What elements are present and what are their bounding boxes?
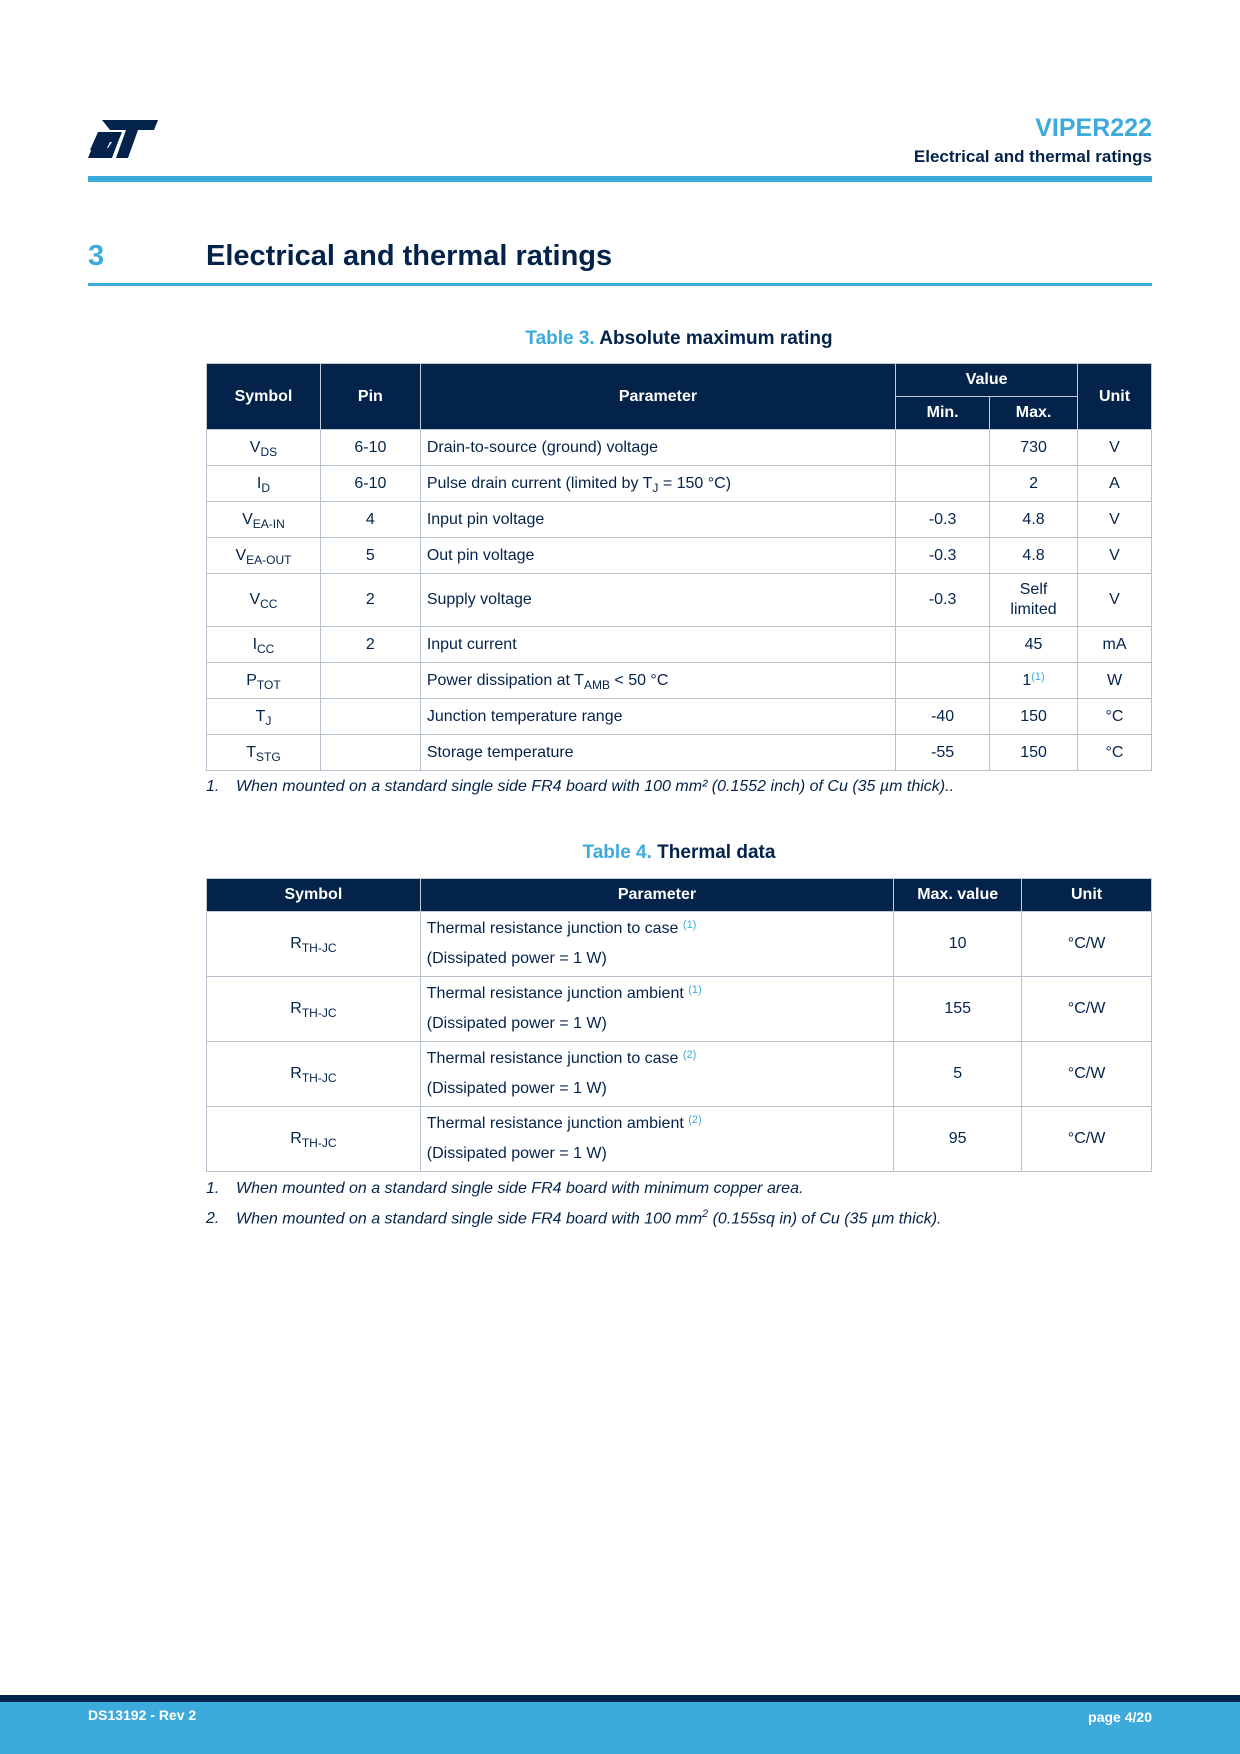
pin-cell: 2 [320,627,420,663]
parameter-cell: Power dissipation at $T_{AMB} < 50$ °C [420,663,895,699]
symbol-cell: $V_{EA-OUT}$ [207,538,321,574]
max-cell: 4.8 [990,502,1078,538]
symbol-cell: $R_{TH-JC}$ [207,977,421,1042]
unit-cell: °C/W [1022,1107,1152,1172]
max-cell: 4.8 [990,538,1078,574]
unit-cell: W [1078,663,1152,699]
col-header-unit: Unit [1078,364,1152,430]
col-header-parameter: Parameter [420,364,895,430]
footer-divider [0,1695,1240,1702]
max-cell: 45 [990,627,1078,663]
table-row [207,1042,1152,1107]
max-cell: 2 [990,466,1078,502]
symbol-cell: $R_{TH-JC}$ [207,1107,421,1172]
symbol-cell: $R_{TH-JC}$ [207,1042,421,1107]
footnote-ref: (1) [688,984,702,996]
table-row [207,466,1152,502]
unit-cell: V [1078,502,1152,538]
unit-cell: °C/W [1022,912,1152,977]
footnote-ref: (1) [1031,670,1045,683]
symbol-cell: $T_J$ [207,699,321,735]
footnote-ref: (1) [682,919,697,931]
table3-caption-label: Table 3. [525,328,595,349]
max-cell: 150 [990,735,1078,771]
section-divider [88,283,1152,286]
pin-cell: 5 [320,538,420,574]
table-row [207,574,1152,627]
max-cell: Self limited [990,574,1078,627]
parameter-cell: Storage temperature [420,735,895,771]
table4-footnote-1: 1. When mounted on a standard single side FR4 board with minimum copper area. [206,1180,804,1197]
absolute-maximum-rating-table [206,363,1152,771]
parameter-cell: Thermal resistance junction to case $^{(1)}$ (Dissipated power = 1 W) [420,912,893,977]
max-cell: 1$^{(1)}$ [990,663,1078,699]
table-row [207,735,1152,771]
header-section-name: Electrical and thermal ratings [913,147,1152,166]
col-header-unit: Unit [1022,879,1152,912]
table-row [207,1107,1152,1172]
min-cell [896,627,990,663]
table3-footnote: 1. When mounted on a standard single side FR4 board with 100 mm² (0.1552 inch) of Cu (35 µm thick).. [206,778,955,795]
header-product-name: VIPER222 [1035,114,1152,142]
min-cell: -0.3 [896,574,990,627]
parameter-cell: Thermal resistance junction ambient $^{(1)}$ (Dissipated power = 1 W) [420,977,893,1042]
col-header-symbol: Symbol [207,364,321,430]
table-row [207,538,1152,574]
unit-cell: V [1078,574,1152,627]
logo-text: ST [88,118,90,119]
table-row [207,977,1152,1042]
parameter-cell: Out pin voltage [420,538,895,574]
table-row [207,663,1152,699]
st-logo [88,118,160,160]
table-row [207,912,1152,977]
pin-cell [320,735,420,771]
col-header-max-value: Max. value [894,879,1022,912]
pin-cell: 2 [320,574,420,627]
min-cell: -0.3 [896,502,990,538]
max-cell: 730 [990,430,1078,466]
table-row [207,430,1152,466]
parameter-cell: Junction temperature range [420,699,895,735]
symbol-cell: $V_{EA-IN}$ [207,502,321,538]
parameter-cell: Drain-to-source (ground) voltage [420,430,895,466]
col-header-value: Value [896,364,1078,397]
parameter-cell: Supply voltage [420,574,895,627]
unit-cell: V [1078,430,1152,466]
pin-cell [320,699,420,735]
min-cell [896,466,990,502]
max-value-cell: 10 [894,912,1022,977]
pin-cell: 6-10 [320,466,420,502]
table3-caption-title: Absolute maximum rating [599,328,833,349]
section-title: Electrical and thermal ratings [206,240,613,272]
max-value-cell: 5 [894,1042,1022,1107]
parameter-cell: Input current [420,627,895,663]
pin-cell [320,663,420,699]
unit-cell: A [1078,466,1152,502]
pin-cell: 6-10 [320,430,420,466]
min-cell: -40 [896,699,990,735]
footnote-ref: (2) [688,1114,702,1126]
thermal-data-table [206,878,1152,1172]
table-row [207,627,1152,663]
footer-doc-id: DS13192 - Rev 2 [88,1707,197,1723]
table-row [207,699,1152,735]
header-divider [88,176,1152,182]
max-value-cell: 95 [894,1107,1022,1172]
max-cell: 150 [990,699,1078,735]
col-header-max: Max. [990,397,1078,430]
section-number: 3 [88,240,105,272]
unit-cell: °C/W [1022,1042,1152,1107]
symbol-cell: $I_D$ [207,466,321,502]
symbol-cell: $T_{STG}$ [207,735,321,771]
table-row [207,502,1152,538]
parameter-cell: Input pin voltage [420,502,895,538]
symbol-cell: $V_{CC}$ [207,574,321,627]
min-cell [896,663,990,699]
symbol-cell: $V_{DS}$ [207,430,321,466]
min-cell: -0.3 [896,538,990,574]
table4-caption-title: Thermal data [657,842,776,863]
unit-cell: °C [1078,699,1152,735]
min-cell [896,430,990,466]
symbol-cell: $R_{TH-JC}$ [207,912,421,977]
unit-cell: °C [1078,735,1152,771]
col-header-min: Min. [896,397,990,430]
col-header-parameter: Parameter [420,879,893,912]
footer-page-number: page 4/20 [1088,1709,1152,1725]
parameter-cell: Pulse drain current (limited by $T_J = 150$ °C) [420,466,895,502]
col-header-pin: Pin [320,364,420,430]
unit-cell: mA [1078,627,1152,663]
unit-cell: °C/W [1022,977,1152,1042]
max-value-cell: 155 [894,977,1022,1042]
table4-caption-label: Table 4. [582,842,652,863]
min-cell: -55 [896,735,990,771]
footnote-ref: (2) [682,1049,697,1061]
col-header-symbol: Symbol [207,879,421,912]
parameter-cell: Thermal resistance junction ambient $^{(2)}$ (Dissipated power = 1 W) [420,1107,893,1172]
table3-caption [206,328,1152,350]
table4-caption [206,842,1152,864]
parameter-cell: Thermal resistance junction to case $^{(2)}$ (Dissipated power = 1 W) [420,1042,893,1107]
pin-cell: 4 [320,502,420,538]
symbol-cell: $I_{CC}$ [207,627,321,663]
unit-cell: V [1078,538,1152,574]
table4-footnote-2: 2. When mounted on a standard single side FR4 board with 100 $mm^2$ (0.155sq in) of Cu (35 µm thick). [206,1208,942,1228]
symbol-cell: $P_{TOT}$ [207,663,321,699]
